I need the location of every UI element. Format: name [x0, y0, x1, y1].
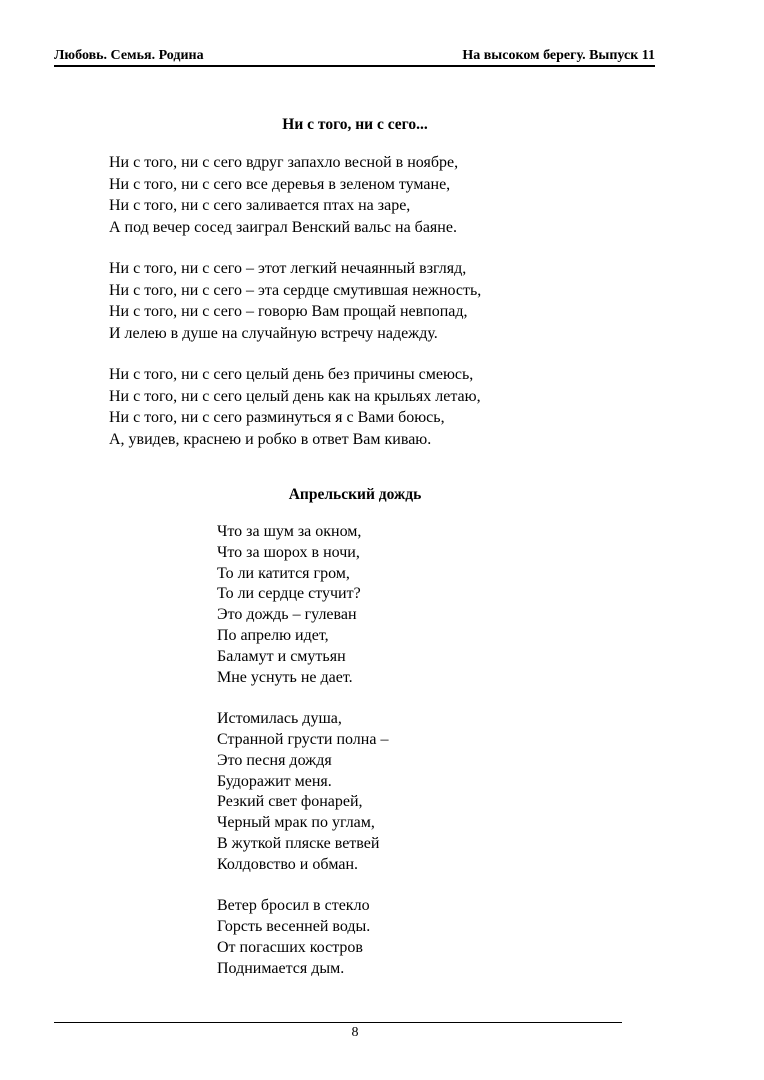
- poem-line: Ни с того, ни с сего все деревья в зеленом тумане,: [109, 175, 451, 193]
- poem-line: Странной грусти полна –: [217, 730, 389, 748]
- footer-divider: [54, 1022, 622, 1023]
- poem-line: Мне уснуть не дает.: [217, 668, 353, 686]
- poem-line: Ни с того, ни с сего разминуться я с Вами боюсь,: [109, 409, 445, 426]
- poem-line: А, увидев, краснею и робко в ответ Вам киваю.: [109, 430, 432, 448]
- poem-line: Ни с того, ни с сего заливается птах на заре,: [109, 197, 411, 214]
- stanza: [109, 152, 481, 238]
- poem-line: Ни с того, ни с сего – говорю Вам прощай невпопад,: [109, 303, 468, 320]
- poem-line: Горсть весенней воды.: [217, 918, 371, 936]
- poem-line: Ни с того, ни с сего – этот легкий нечаянный взгляд,: [109, 260, 467, 277]
- poem-line: Что за шорох в ночи,: [217, 543, 360, 561]
- stanza: [217, 709, 388, 875]
- poem-line: Резкий свет фонарей,: [217, 793, 363, 811]
- poem-1-body: [109, 152, 481, 470]
- poem-line: Ни с того, ни с сего вдруг запахло весной в ноябре,: [109, 154, 459, 171]
- running-header: [54, 47, 655, 67]
- poem-line: И лелею в душе на случайную встречу надежду.: [109, 324, 438, 342]
- poem-line: А под вечер сосед заиграл Венский вальс на баяне.: [109, 218, 457, 236]
- stanza: [217, 896, 388, 979]
- poem-line: То ли катится гром,: [217, 564, 350, 582]
- stanza: [217, 522, 388, 688]
- poem-line: Это дождь – гулеван: [217, 606, 357, 624]
- poem-line: Черный мрак по углам,: [217, 814, 375, 832]
- header-left-title: Любовь. Семья. Родина: [54, 48, 204, 63]
- poem-line: В жуткой пляске ветвей: [217, 834, 380, 852]
- poem-line: От погасших костров: [217, 938, 363, 956]
- poem-line: Это песня дождя: [217, 751, 332, 769]
- poem-line: Колдовство и обман.: [217, 855, 359, 873]
- poem-line: Ни с того, ни с сего – эта сердце смутившая нежность,: [109, 281, 482, 299]
- poem-title-1: Ни с того, ни с сего...: [282, 116, 428, 133]
- poem-line: Что за шум за окном,: [217, 523, 362, 540]
- poem-line: Ни с того, ни с сего целый день без причины смеюсь,: [109, 366, 474, 383]
- header-right-title: На высоком берегу. Выпуск 11: [462, 48, 655, 63]
- poem-title-2: Апрельский дождь: [288, 486, 422, 503]
- page-number: 8: [351, 1025, 359, 1040]
- stanza: [109, 364, 481, 450]
- poem-line: Баламут и смутьян: [217, 647, 346, 665]
- stanza: [109, 258, 481, 344]
- poem-2-body: [217, 522, 388, 1000]
- poem-line: Ветер бросил в стекло: [217, 897, 370, 915]
- poem-line: Истомилась душа,: [217, 710, 342, 728]
- poem-line: По апрелю идет,: [217, 626, 329, 644]
- poem-line: Ни с того, ни с сего целый день как на крыльях летаю,: [109, 387, 481, 405]
- poem-line: Будоражит меня.: [217, 772, 332, 790]
- poem-line: Поднимается дым.: [217, 959, 345, 977]
- poem-line: То ли сердце стучит?: [217, 585, 361, 603]
